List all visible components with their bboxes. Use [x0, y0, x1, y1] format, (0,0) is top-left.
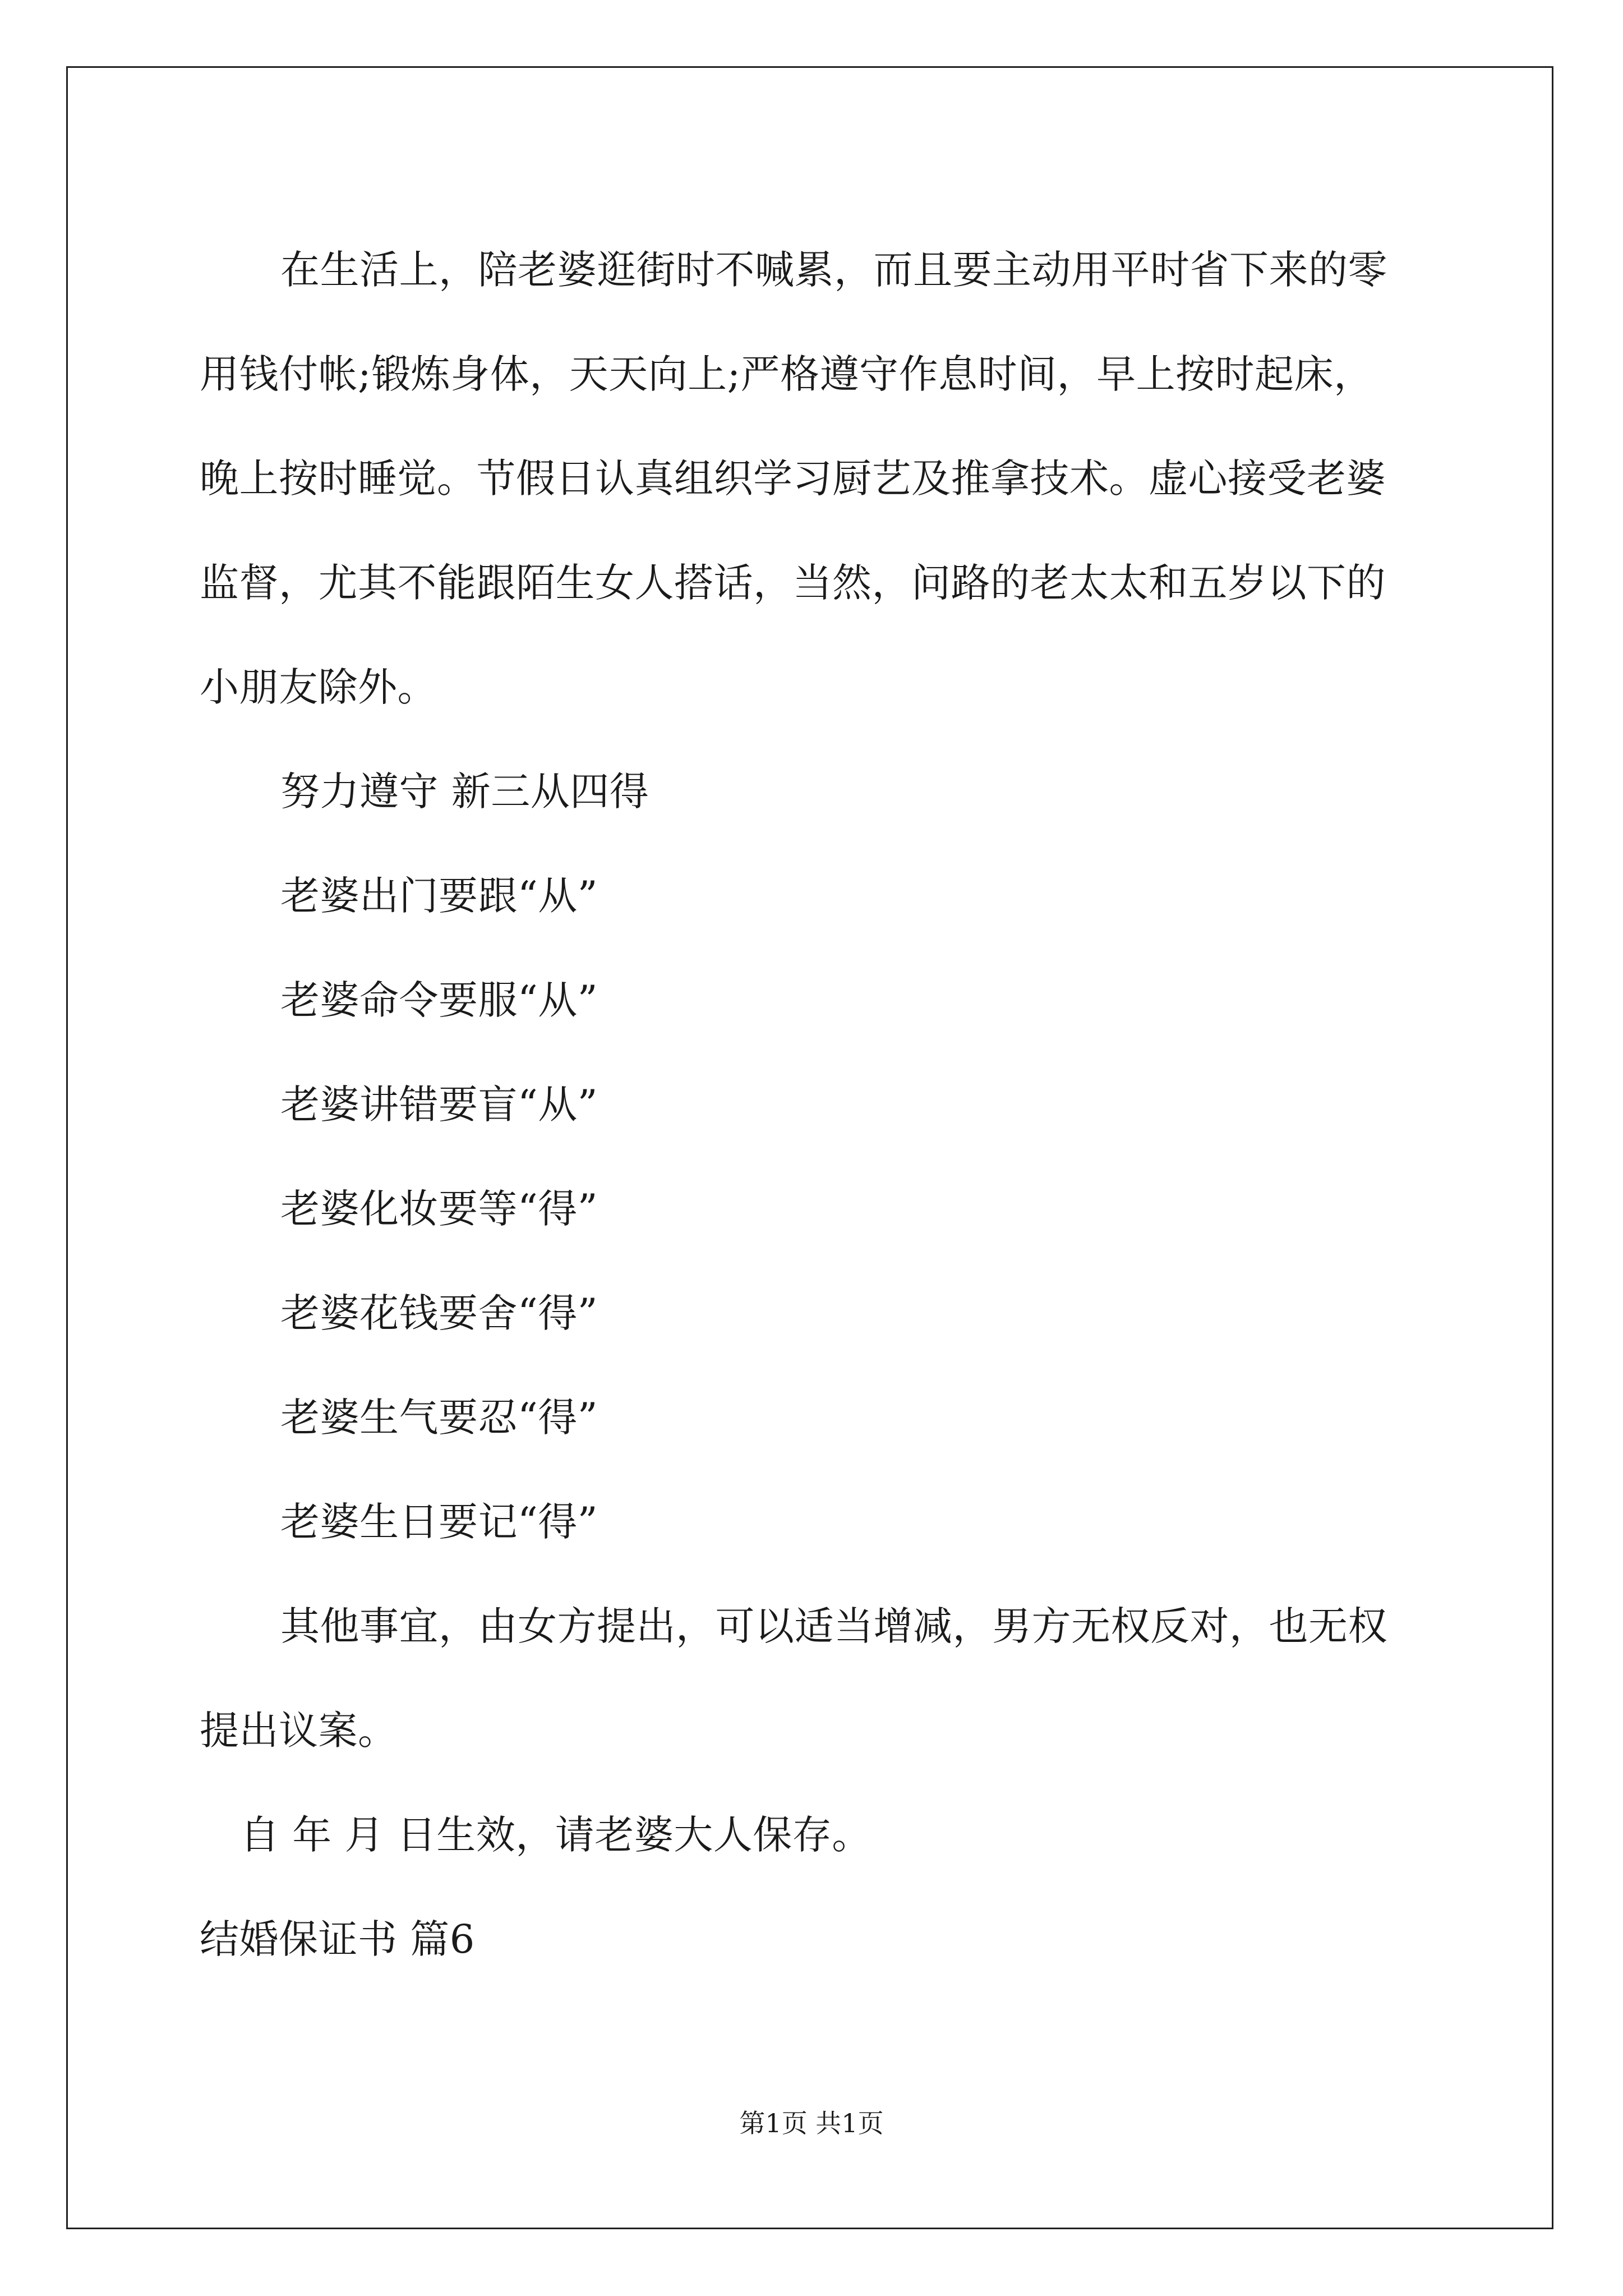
- page-number-footer: 第1页 共1页: [739, 2108, 884, 2138]
- section-heading: 努力遵守 新三从四得: [280, 769, 649, 815]
- rule-item: 老婆生气要忍“得”: [280, 1395, 598, 1441]
- effective-date-line: 自 年 月 日生效，请老婆大人保存。: [240, 1812, 872, 1858]
- paragraph-line: 其他事宜，由女方提出，可以适当增减，男方无权反对，也无权: [280, 1603, 1387, 1649]
- paragraph-line: 小朋友除外。: [200, 664, 437, 710]
- paragraph-line: 提出议案。: [200, 1708, 398, 1754]
- rule-item: 老婆命令要服“从”: [280, 977, 598, 1023]
- document-body: [200, 218, 1433, 1991]
- rule-item: 老婆化妆要等“得”: [280, 1186, 598, 1232]
- paragraph-line: 晚上按时睡觉。节假日认真组织学习厨艺及推拿技术。虚心接受老婆: [200, 455, 1386, 501]
- rule-item: 老婆生日要记“得”: [280, 1499, 598, 1545]
- rule-item: 老婆花钱要舍“得”: [280, 1290, 598, 1336]
- paragraph-line: 用钱付帐;锻炼身体，天天向上;严格遵守作息时间，早上按时起床，: [200, 351, 1373, 397]
- rule-item: 老婆出门要跟“从”: [280, 873, 598, 919]
- paragraph-line: 监督，尤其不能跟陌生女人搭话，当然，问路的老太太和五岁以下的: [200, 560, 1386, 606]
- rule-item: 老婆讲错要盲“从”: [280, 1082, 598, 1128]
- paragraph-line: 在生活上，陪老婆逛街时不喊累，而且要主动用平时省下来的零: [280, 247, 1387, 293]
- section-title: 结婚保证书 篇6: [200, 1916, 475, 1962]
